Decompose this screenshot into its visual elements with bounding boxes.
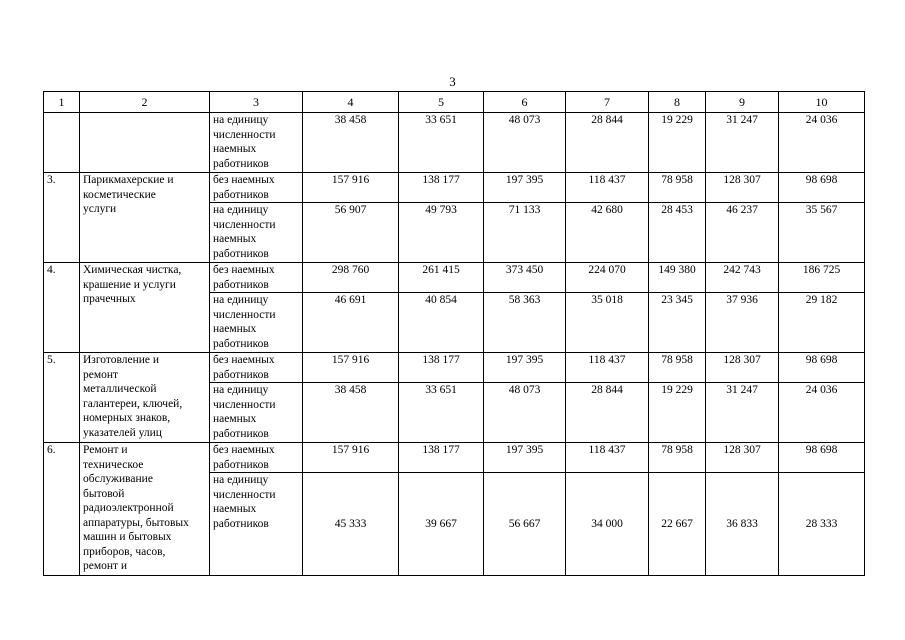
header-cell: 8 [649,92,706,113]
table-header-row [44,92,865,113]
row-number-cell: 6. [44,443,80,576]
header-cell: 7 [566,92,649,113]
value-cell: 242 743 [706,263,779,293]
unit-cell: без наемных работников [210,173,303,203]
table-row [44,443,865,473]
value-cell: 38 458 [303,113,399,173]
row-number-cell [44,113,80,173]
value-cell: 28 333 [779,473,865,576]
value-cell: 49 793 [399,203,484,263]
value-cell: 38 458 [303,383,399,443]
service-name-cell: Химическая чистка, крашение и услуги прачечных [80,263,210,353]
unit-cell: на единицу численности наемных работников [210,203,303,263]
value-cell: 186 725 [779,263,865,293]
value-cell: 56 667 [484,473,566,576]
row-number-cell: 5. [44,353,80,443]
value-cell: 29 182 [779,293,865,353]
table-row [44,113,865,173]
value-cell: 373 450 [484,263,566,293]
value-cell: 34 000 [566,473,649,576]
value-cell: 45 333 [303,473,399,576]
value-cell: 58 363 [484,293,566,353]
value-cell: 128 307 [706,353,779,383]
value-cell: 19 229 [649,113,706,173]
value-cell: 42 680 [566,203,649,263]
value-cell: 197 395 [484,353,566,383]
service-name-cell: Ремонт и техническое обслуживание бытовой радиоэлектронной аппаратуры, бытовых машин и бытовых приборов, часов, ремонт и [80,443,210,576]
value-cell: 197 395 [484,443,566,473]
value-cell: 40 854 [399,293,484,353]
unit-cell: на единицу численности наемных работников [210,293,303,353]
value-cell: 33 651 [399,383,484,443]
value-cell: 28 844 [566,383,649,443]
service-name-cell: Парикмахерские и косметические услуги [80,173,210,263]
value-cell: 98 698 [779,173,865,203]
table-row [44,353,865,383]
value-cell: 128 307 [706,443,779,473]
value-cell: 78 958 [649,443,706,473]
header-cell: 4 [303,92,399,113]
row-number-cell: 4. [44,263,80,353]
unit-cell: без наемных работников [210,353,303,383]
value-cell: 157 916 [303,173,399,203]
value-cell: 118 437 [566,173,649,203]
unit-cell: без наемных работников [210,263,303,293]
service-name-cell: Изготовление и ремонт металлической галантереи, ключей, номерных знаков, указателей улиц [80,353,210,443]
unit-cell: на единицу численности наемных работников [210,383,303,443]
value-cell: 118 437 [566,443,649,473]
value-cell: 23 345 [649,293,706,353]
value-cell: 33 651 [399,113,484,173]
value-cell: 46 691 [303,293,399,353]
value-cell: 138 177 [399,443,484,473]
row-number-cell: 3. [44,173,80,263]
value-cell: 78 958 [649,173,706,203]
value-cell: 35 018 [566,293,649,353]
service-name-cell [80,113,210,173]
value-cell: 46 237 [706,203,779,263]
value-cell: 224 070 [566,263,649,293]
unit-cell: на единицу численности наемных работников [210,113,303,173]
value-cell: 71 133 [484,203,566,263]
table-row [44,173,865,203]
value-cell: 39 667 [399,473,484,576]
tariff-table [43,91,865,576]
value-cell: 24 036 [779,113,865,173]
value-cell: 36 833 [706,473,779,576]
value-cell: 128 307 [706,173,779,203]
header-cell: 9 [706,92,779,113]
value-cell: 28 844 [566,113,649,173]
value-cell: 37 936 [706,293,779,353]
value-cell: 48 073 [484,113,566,173]
unit-cell: на единицу численности наемных работников [210,473,303,576]
value-cell: 31 247 [706,383,779,443]
value-cell: 28 453 [649,203,706,263]
value-cell: 31 247 [706,113,779,173]
value-cell: 149 380 [649,263,706,293]
value-cell: 98 698 [779,353,865,383]
value-cell: 298 760 [303,263,399,293]
header-cell: 1 [44,92,80,113]
value-cell: 261 415 [399,263,484,293]
unit-cell: без наемных работников [210,443,303,473]
value-cell: 24 036 [779,383,865,443]
value-cell: 118 437 [566,353,649,383]
value-cell: 22 667 [649,473,706,576]
value-cell: 138 177 [399,173,484,203]
page-number: 3 [449,74,456,89]
value-cell: 98 698 [779,443,865,473]
value-cell: 78 958 [649,353,706,383]
header-cell: 2 [80,92,210,113]
value-cell: 19 229 [649,383,706,443]
header-cell: 3 [210,92,303,113]
value-cell: 157 916 [303,353,399,383]
header-cell: 10 [779,92,865,113]
header-cell: 6 [484,92,566,113]
value-cell: 157 916 [303,443,399,473]
value-cell: 56 907 [303,203,399,263]
value-cell: 35 567 [779,203,865,263]
value-cell: 197 395 [484,173,566,203]
value-cell: 138 177 [399,353,484,383]
table-row [44,263,865,293]
value-cell: 48 073 [484,383,566,443]
header-cell: 5 [399,92,484,113]
